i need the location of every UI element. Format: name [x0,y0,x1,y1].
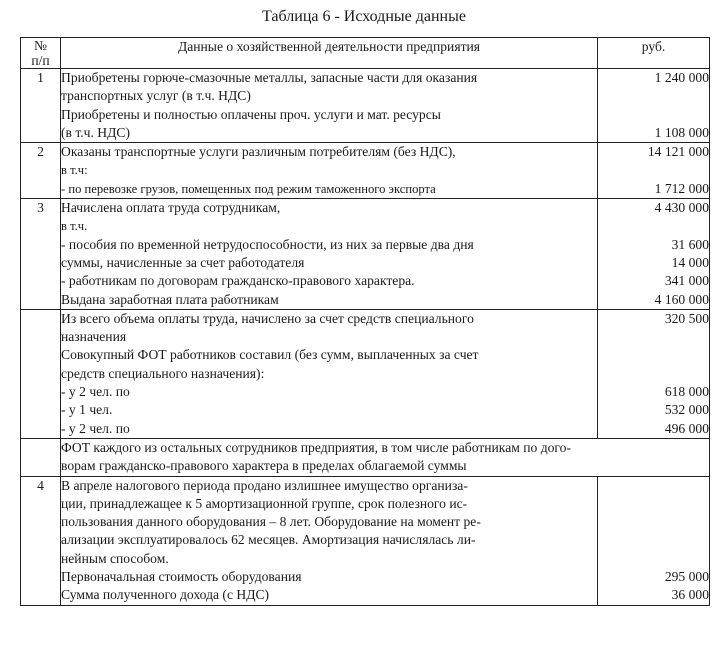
row-line: транспортных услуг (в т.ч. НДС) [61,88,251,104]
row-line: Приобретены и полностью оплачены проч. услуги и мат. ресурсы [61,106,441,122]
row-line: - работникам по договорам гражданско-правового характера. [61,273,415,289]
table-row [21,438,710,476]
row-line: - по перевозке грузов, помещенных под режим таможенного экспорта [61,181,436,196]
row-number: 4 [21,476,61,605]
row-value: 1 108 000 [654,124,709,140]
row-line: Сумма полученного дохода (с НДС) [61,587,270,603]
row-line: Выдана заработная плата работникам [61,291,279,307]
row-values [598,309,710,438]
row-value: 14 121 000 [647,144,709,160]
row-line: - у 2 чел. по [61,420,130,436]
row-line: в т.ч. [61,219,88,234]
row-number: 1 [21,69,61,143]
row-description [61,438,710,476]
table-header-row [21,38,710,69]
row-value [598,513,709,531]
row-number: 3 [21,199,61,310]
row-value [598,161,709,179]
row-value [598,495,709,513]
row-value [598,217,709,235]
header-number-line1: № [34,38,47,53]
row-value [598,365,709,383]
row-value: 1 712 000 [654,180,709,196]
row-value: 14 000 [671,254,709,270]
source-data-table [20,37,710,606]
row-line: ализации эксплуатировалось 62 месяцев. Амортизация начислялась ли- [61,532,476,548]
row-value [598,106,709,124]
row-line: - у 1 чел. [61,402,113,418]
row-number: 2 [21,143,61,199]
table-row [21,309,710,438]
row-line: назначения [61,329,127,345]
header-number [21,38,61,69]
row-line: - у 2 чел. по [61,384,130,400]
row-line: пользования данного оборудования – 8 лет. Оборудование на момент ре- [61,514,481,530]
table-caption: Таблица 6 - Исходные данные [262,8,466,25]
table-row [21,69,710,143]
row-value: 1 240 000 [654,70,709,85]
row-value: 496 000 [664,420,709,436]
row-line: Совокупный ФОТ работников составил (без сумм, выплаченных за счет [61,347,479,363]
row-description [61,143,598,199]
row-line: - пособия по временной нетрудоспособности, из них за первые два дня [61,236,474,252]
row-value [598,477,709,495]
table-row [21,199,710,310]
row-line: Оказаны транспортные услуги различным потребителям (без НДС), [61,144,456,160]
row-line: в т.ч: [61,163,88,178]
row-value [598,550,709,568]
row-line: средств специального назначения): [61,365,265,381]
row-line: ции, принадлежащее к 5 амортизационной группе, срок полезного ис- [61,495,468,511]
header-number-line2: п/п [31,53,50,68]
row-value: 4 160 000 [654,291,709,307]
row-line: нейным способом. [61,550,169,566]
row-value: 618 000 [664,384,709,400]
row-value: 320 500 [664,310,709,326]
row-line: ФОТ каждого из остальных сотрудников предприятия, в том числе работникам по дого- [61,439,571,455]
row-value [598,346,709,364]
header-description: Данные о хозяйственной деятельности предприятия [61,38,598,69]
row-line: Первоначальная стоимость оборудования [61,569,302,585]
row-value: 341 000 [664,273,709,289]
row-values [598,143,710,199]
row-line: ворам гражданско-правового характера в пределах облагаемой суммы [61,458,467,474]
row-line: В апреле налогового периода продано излишнее имущество организа- [61,477,468,493]
row-line: суммы, начисленные за счет работодателя [61,254,305,270]
row-line: Начислена оплата труда сотрудникам, [61,200,281,216]
row-values [598,199,710,310]
row-value: 295 000 [664,569,709,585]
row-value: 532 000 [664,402,709,418]
table-row [21,143,710,199]
row-value: 36 000 [671,587,709,603]
table-row [21,476,710,605]
row-values [598,476,710,605]
row-value [598,87,709,105]
row-line: (в т.ч. НДС) [61,124,130,140]
row-description [61,476,598,605]
row-description [61,199,598,310]
row-line: Приобретены горюче-смазочные металлы, запасные части для оказания [61,70,478,85]
row-description [61,309,598,438]
row-value [598,328,709,346]
header-value: руб. [598,38,710,69]
row-values [598,69,710,143]
row-line: Из всего объема оплаты труда, начислено за счет средств специального [61,310,474,326]
row-value: 31 600 [671,236,709,252]
row-value: 4 430 000 [654,200,709,216]
row-description [61,69,598,143]
row-number [21,438,61,476]
row-number [21,309,61,438]
row-value [598,531,709,549]
